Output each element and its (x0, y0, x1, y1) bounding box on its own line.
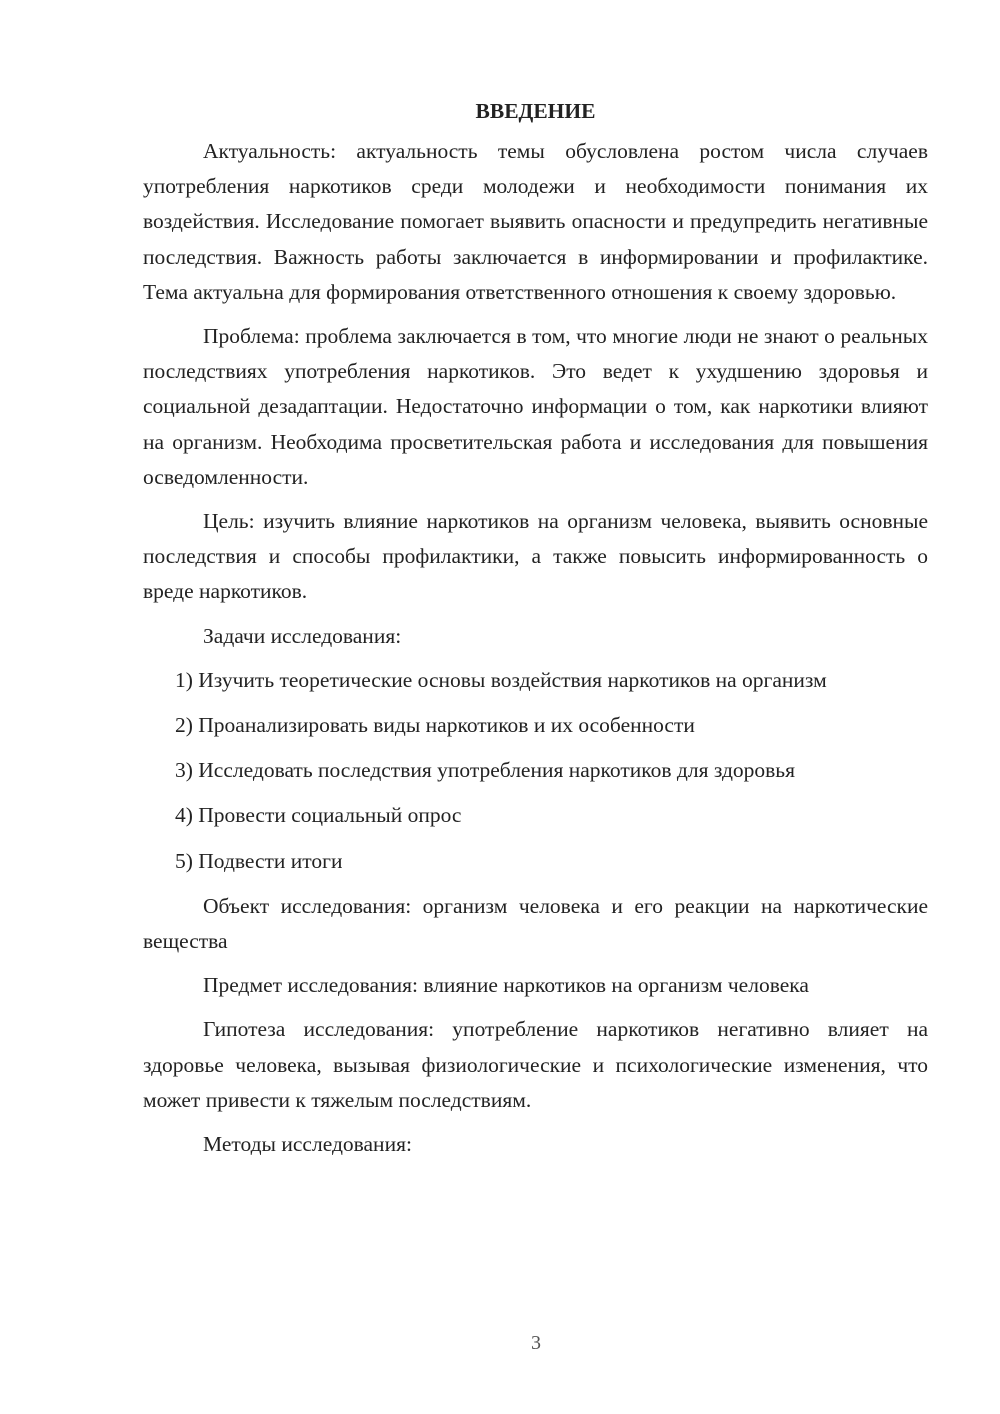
page-title: ВВЕДЕНИЕ (475, 99, 596, 123)
list-item: 1) Изучить теоретические основы воздействия наркотиков на организм (175, 667, 827, 692)
paragraph-relevance: Актуальность: актуальность темы обусловлена ростом числа случаев употребления наркотиков среди молодежи и необходимости понимания их воздействия. Исследование помогает выявить опасности и предупредить негативные последствия. Важность работы заключается в информировании и профилактике. Тема актуальна для формирования ответственного отношения к своему здоровью. (143, 139, 928, 304)
paragraph-hypothesis: Гипотеза исследования: употребление наркотиков негативно влияет на здоровье человека, вызывая физиологические и психологические изменения, что может привести к тяжелым последствиям. (143, 1017, 928, 1112)
list-item: 3) Исследовать последствия употребления наркотиков для здоровья (175, 758, 795, 783)
document-page (143, 94, 928, 1171)
list-item: 4) Провести социальный опрос (175, 803, 462, 828)
tasks-heading: Задачи исследования: (203, 623, 402, 648)
paragraph-problem: Проблема: проблема заключается в том, что многие люди не знают о реальных последствиях употребления наркотиков. Это ведет к ухудшению здоровья и социальной дезадаптации. Недостаточно информации о том, как наркотики влияют на организм. Необходима просветительская работа и исследования для повышения осведомленности. (143, 324, 928, 489)
paragraph-goal: Цель: изучить влияние наркотиков на организм человека, выявить основные последствия и способы профилактики, а также повысить информированность о вреде наркотиков. (143, 509, 928, 604)
page-number: 3 (531, 1332, 541, 1354)
paragraph-object: Объект исследования: организм человека и его реакции на наркотические вещества (143, 893, 928, 954)
list-item: 5) Подвести итоги (175, 848, 343, 873)
paragraph-methods: Методы исследования: (203, 1132, 412, 1157)
tasks-list (143, 663, 928, 879)
paragraph-subject: Предмет исследования: влияние наркотиков на организм человека (203, 973, 809, 998)
list-item: 2) Проанализировать виды наркотиков и их особенности (175, 713, 695, 738)
